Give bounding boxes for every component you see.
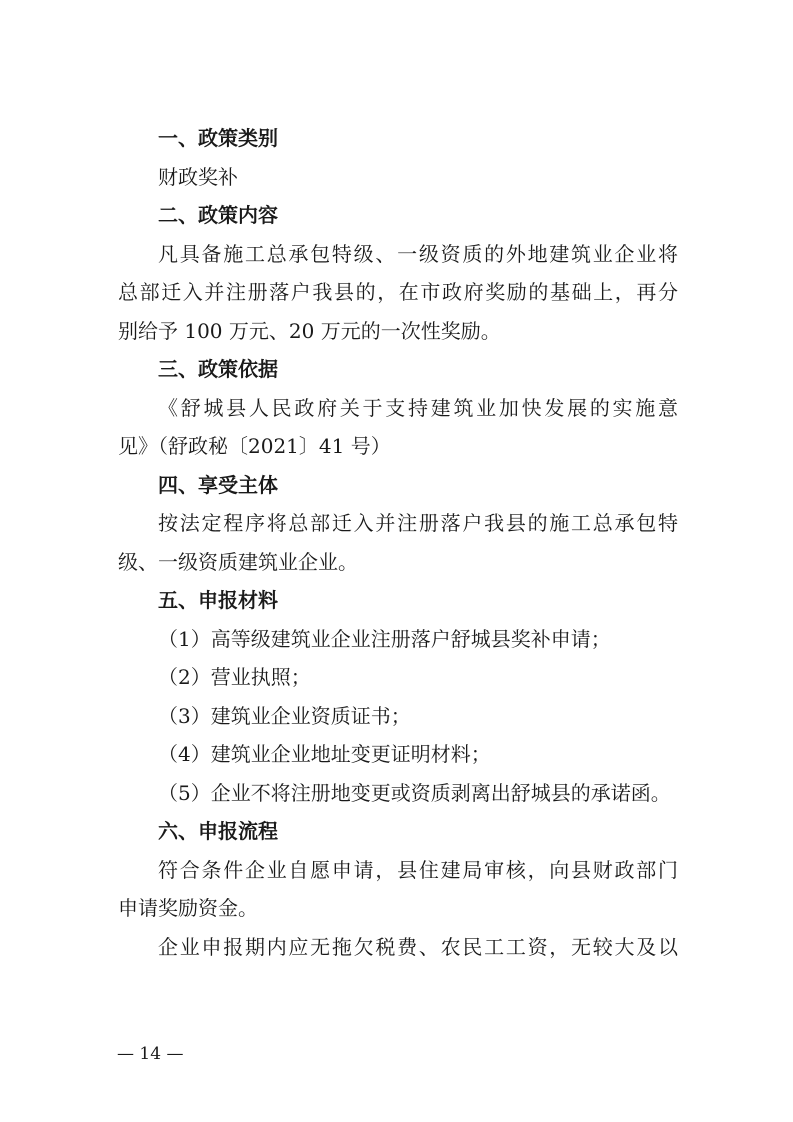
paragraph-line: 总部迁入并注册落户我县的，在市政府奖励的基础上，再分: [118, 280, 678, 304]
paragraph-line: 财政奖补: [158, 164, 238, 189]
list-item: （2）营业执照；: [158, 665, 311, 689]
paragraph-line: 符合条件企业自愿申请，县住建局审核，向县财政部门: [158, 857, 678, 882]
paragraph-line: 企业申报期内应无拖欠税费、农民工工资，无较大及以: [158, 934, 678, 959]
section-heading-application-materials: 五、申报材料: [158, 588, 278, 612]
section-heading-policy-basis: 三、政策依据: [158, 357, 278, 381]
paragraph-line: 《舒城县人民政府关于支持建筑业加快发展的实施意: [158, 395, 678, 420]
paragraph-line: 凡具备施工总承包特级、一级资质的外地建筑业企业将: [158, 241, 678, 266]
document-body: [118, 119, 678, 966]
paragraph-line: 申请奖励资金。: [118, 896, 258, 920]
paragraph-line: 级、一级资质建筑业企业。: [118, 549, 358, 574]
section-heading-policy-category: 一、政策类别: [158, 126, 278, 150]
page-number: — 14 —: [117, 1044, 184, 1064]
list-item: （5）企业不将注册地变更或资质剥离出舒城县的承诺函。: [158, 780, 671, 805]
list-item: （3）建筑业企业资质证书；: [158, 703, 411, 728]
section-heading-policy-content: 二、政策内容: [158, 203, 278, 227]
list-item: （1）高等级建筑业企业注册落户舒城县奖补申请；: [158, 626, 611, 651]
paragraph-line: 见》（舒政秘〔2021〕41 号）: [118, 434, 391, 458]
list-item: （4）建筑业企业地址变更证明材料；: [158, 742, 491, 766]
section-heading-beneficiary: 四、享受主体: [158, 472, 278, 497]
section-heading-application-process: 六、申报流程: [158, 819, 278, 843]
paragraph-line: 按法定程序将总部迁入并注册落户我县的施工总承包特: [158, 511, 678, 535]
paragraph-line: 别给予 100 万元、20 万元的一次性奖励。: [118, 318, 501, 343]
